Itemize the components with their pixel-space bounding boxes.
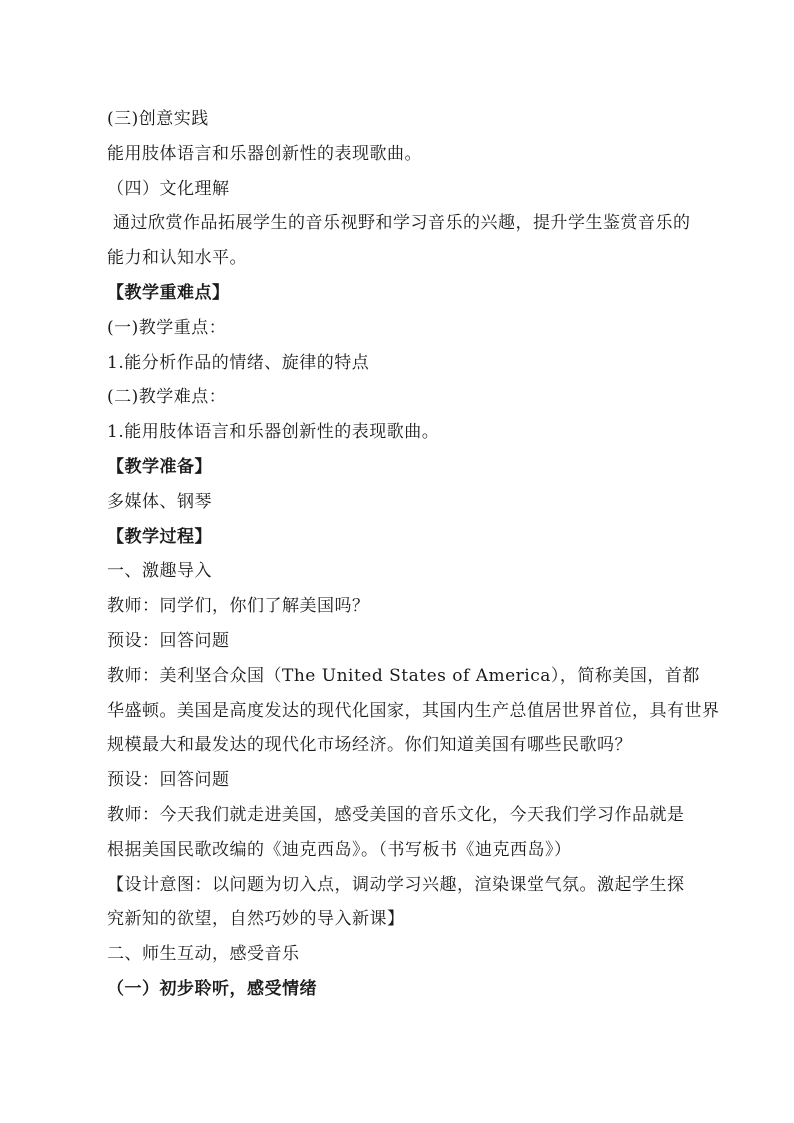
paragraph-line: 预设：回答问题	[107, 630, 230, 651]
paragraph-line: 通过欣赏作品拓展学生的音乐视野和学习音乐的兴趣，提升学生鉴赏音乐的	[113, 213, 691, 234]
subheading-cultural-understanding: （四）文化理解	[107, 178, 230, 199]
design-intent-note: 究新知的欲望，自然巧妙的导入新课】	[107, 909, 405, 930]
paragraph-line: 预设：回答问题	[107, 770, 230, 791]
document-body	[107, 102, 729, 1007]
paragraph-line: 根据美国民歌改编的《迪克西岛》。（书写板书《迪克西岛》）	[107, 839, 572, 860]
subheading-teaching-difficulty: (二)教学难点：	[107, 387, 227, 408]
paragraph-line: 教师：同学们，你们了解美国吗？	[107, 596, 370, 617]
paragraph-line: 规模最大和最发达的现代化市场经济。你们知道美国有哪些民歌吗？	[107, 735, 632, 756]
paragraph-line: 能力和认知水平。	[107, 248, 247, 269]
paragraph-line: 教师：今天我们就走进美国，感受美国的音乐文化，今天我们学习作品就是	[107, 804, 685, 825]
subheading-first-listen: （一）初步聆听，感受情绪	[107, 978, 317, 999]
paragraph-line: 能用肢体语言和乐器创新性的表现歌曲。	[107, 143, 422, 164]
list-item: 1.能分析作品的情绪、旋律的特点	[107, 352, 370, 373]
list-item: 1.能用肢体语言和乐器创新性的表现歌曲。	[107, 422, 440, 443]
section-heading-preparation: 【教学准备】	[107, 456, 212, 477]
subheading-creative-practice: (三)创意实践	[107, 109, 209, 129]
paragraph-line: 教师：美利坚合众国（The United States of America），简称美国，首都	[107, 665, 700, 686]
subheading-teaching-focus: (一)教学重点：	[107, 317, 227, 338]
paragraph-line: 华盛顿。美国是高度发达的现代化国家，其国内生产总值居世界首位，具有世界	[107, 700, 720, 721]
section-heading-process: 【教学过程】	[107, 526, 212, 547]
paragraph-line: 多媒体、钢琴	[107, 491, 212, 512]
subheading-interaction: 二、师生互动，感受音乐	[107, 944, 300, 965]
subheading-intro: 一、激趣导入	[107, 561, 212, 582]
design-intent-note: 【设计意图：以问题为切入点，调动学习兴趣，渲染课堂气氛。激起学生探	[107, 874, 685, 895]
section-heading-key-points: 【教学重难点】	[107, 282, 230, 303]
